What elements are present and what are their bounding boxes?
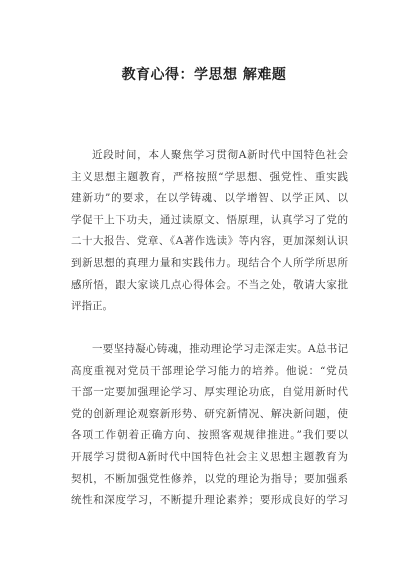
paragraph-line: 主义思想主题教育，严格按照“学思想、强党性、重实践 [71, 170, 348, 183]
paragraph-line: 感所悟，跟大家谈几点心得体会。不当之处，敬请大家批 [71, 278, 348, 291]
paragraph-line: 一要坚持凝心铸魂，推动理论学习走深走实。A总书记 [92, 343, 348, 355]
paragraph-line: 高度重视对党员干部理论学习能力的培养。他说：“党员 [71, 364, 348, 377]
paragraph-line: 各项工作朝着正确方向、按照客观规律推进。”我们要以 [71, 429, 348, 442]
paragraph-point-one [71, 339, 348, 512]
paragraph-line: 到新思想的真理力量和实践伟力。现结合个人所学所思所 [71, 256, 348, 269]
paragraph-line: 建新功”的要求，在以学铸魂、以学增智、以学正风、以 [71, 192, 348, 205]
document-title: 教育心得：学思想 解难题 [121, 67, 287, 83]
paragraph-line: 近段时间，本人聚焦学习贯彻A新时代中国特色社会 [92, 149, 348, 161]
paragraph-line: 二十大报告、党章、《A著作选读》等内容，更加深刻认识 [71, 235, 348, 248]
paragraph-line: 干部一定要加强理论学习、厚实理论功底，自觉用新时代 [71, 386, 348, 399]
paragraph-line: 学促干上下功夫，通过读原文、悟原理，认真学习了党的 [71, 213, 348, 226]
paragraph-line: 党的创新理论观察新形势、研究新情况、解决新问题，使 [71, 407, 348, 420]
paragraph-line: 开展学习贯彻A新时代中国特色社会主义思想主题教育为 [71, 450, 348, 463]
paragraph-line: 评指正。 [71, 300, 113, 313]
paragraph-line: 契机，不断加强党性修养，以党的理论为指导；要加强系 [71, 472, 348, 485]
paragraph-line: 统性和深度学习，不断提升理论素养；要形成良好的学习 [71, 494, 348, 507]
paragraph-intro [71, 145, 348, 318]
